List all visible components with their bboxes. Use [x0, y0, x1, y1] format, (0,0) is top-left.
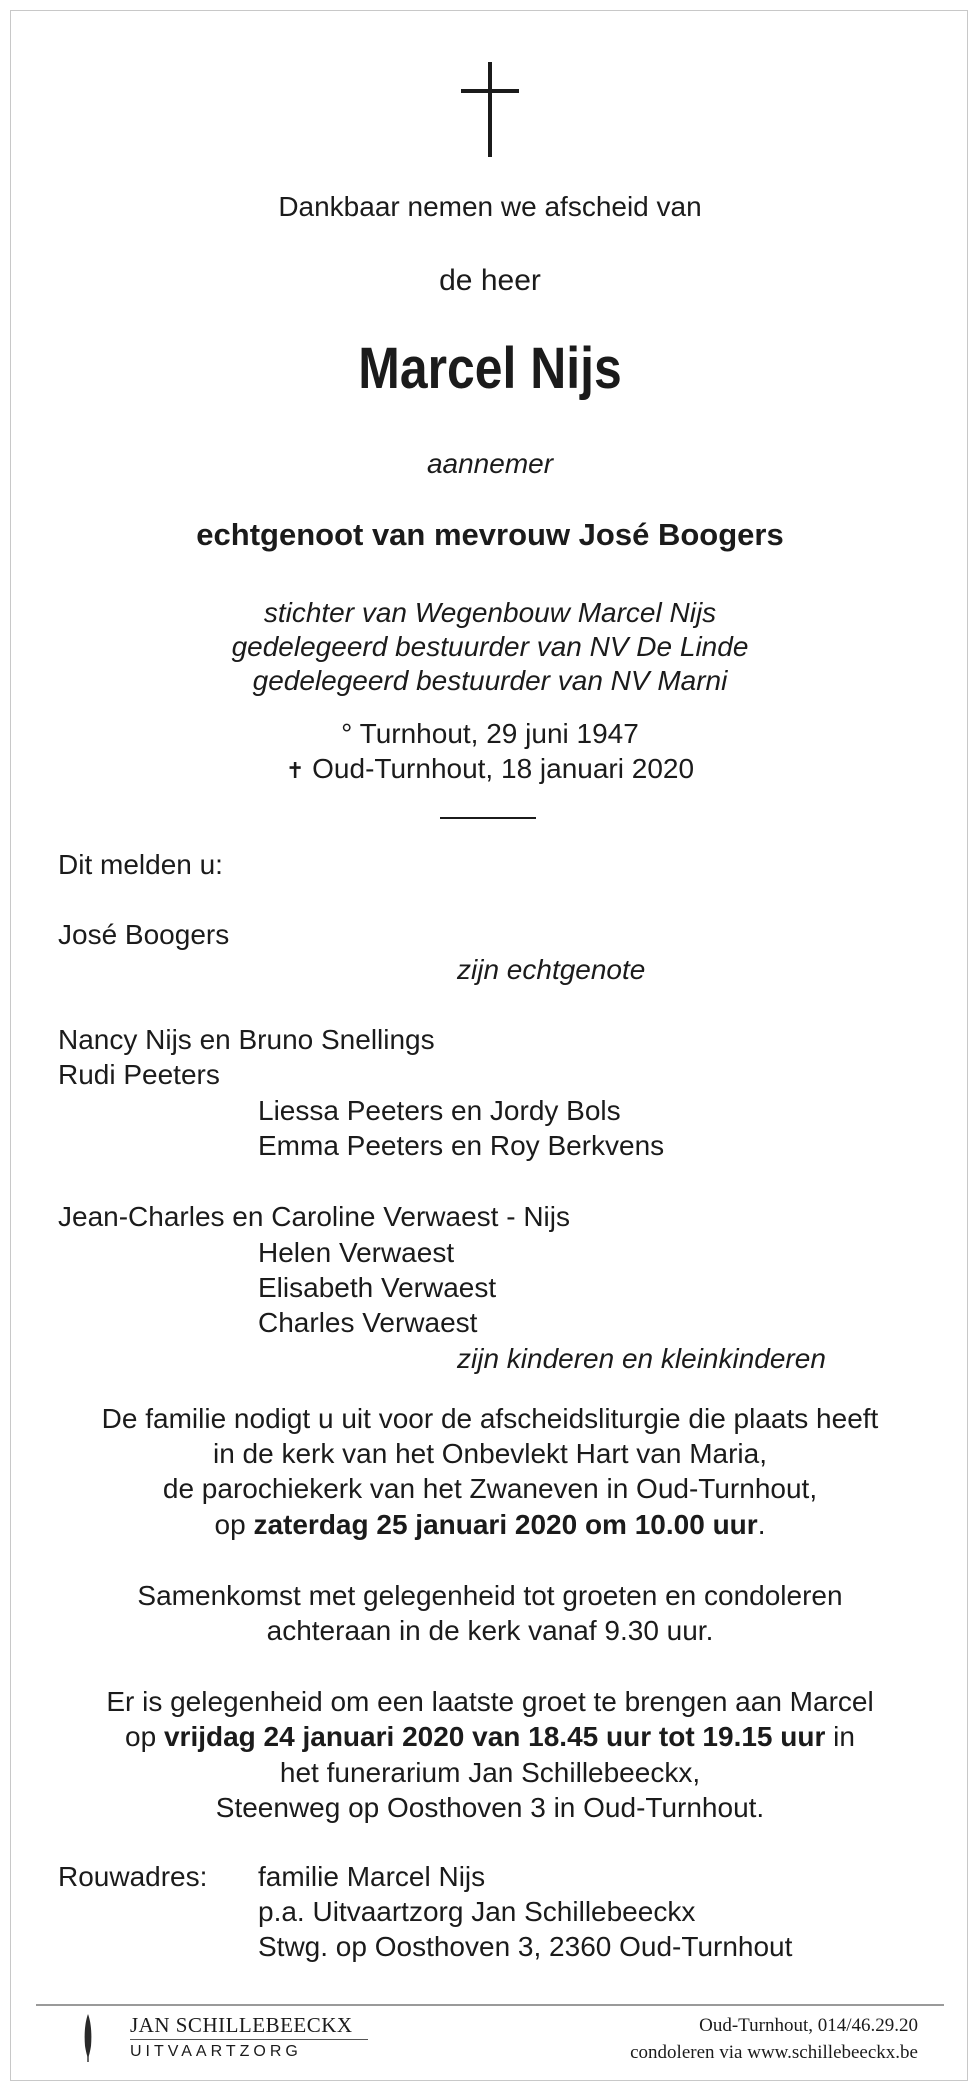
death-line	[0, 752, 980, 788]
family-line: Nancy Nijs en Bruno Snellings	[58, 1024, 435, 1055]
ceremony-date: zaterdag 25 januari 2020 om 10.00 uur	[253, 1509, 758, 1540]
death-text: Oud-Turnhout, 18 januari 2020	[312, 753, 695, 784]
ceremony-line: in de kerk van het Onbevlekt Hart van Maria,	[212, 1438, 768, 1469]
family-line: Jean-Charles en Caroline Verwaest - Nijs	[58, 1201, 570, 1232]
divider	[440, 817, 536, 819]
deceased-name: Marcel Nijs	[358, 336, 622, 401]
cypress-tree-icon	[80, 2012, 96, 2062]
visit-line: Steenweg op Oosthoven 3 in Oud-Turnhout.	[215, 1792, 765, 1823]
address-line: familie Marcel Nijs	[258, 1861, 486, 1892]
role-line: gedelegeerd bestuurder van NV Marni	[252, 665, 728, 696]
footer-condolences[interactable]: condoleren via www.schillebeeckx.be	[630, 2042, 918, 2063]
visit-date-line	[0, 1720, 980, 1754]
gathering-line: Samenkomst met gelegenheid tot groeten en condoleren	[137, 1580, 843, 1611]
family-line: Charles Verwaest	[258, 1307, 478, 1338]
footer-divider	[36, 2004, 944, 2006]
ceremony-prefix: op	[214, 1509, 254, 1540]
family-line: Rudi Peeters	[58, 1059, 220, 1090]
visit-prefix: op	[125, 1721, 164, 1752]
spouse-name: José Boogers	[58, 919, 230, 950]
role-line: stichter van Wegenbouw Marcel Nijs	[263, 597, 717, 628]
ceremony-suffix: .	[757, 1509, 766, 1540]
intro-text: Dankbaar nemen we afscheid van	[278, 191, 702, 222]
ceremony-date-line	[0, 1508, 980, 1542]
visit-date: vrijdag 24 januari 2020 van 18.45 uur tot 19.15 uur	[163, 1721, 826, 1752]
role-line: gedelegeerd bestuurder van NV De Linde	[231, 631, 749, 662]
ceremony-line: de parochiekerk van het Zwaneven in Oud-Turnhout,	[162, 1473, 818, 1504]
visit-line: Er is gelegenheid om een laatste groet te brengen aan Marcel	[106, 1686, 874, 1717]
ceremony-line: De familie nodigt u uit voor de afscheidsliturgie die plaats heeft	[101, 1403, 879, 1434]
visit-suffix: in	[825, 1721, 855, 1752]
address-label: Rouwadres:	[58, 1861, 208, 1892]
gathering-line: achteraan in de kerk vanaf 9.30 uur.	[266, 1615, 714, 1646]
address-line: Stwg. op Oosthoven 3, 2360 Oud-Turnhout	[258, 1931, 793, 1962]
family-line: Liessa Peeters en Jordy Bols	[258, 1095, 621, 1126]
profession-text: aannemer	[426, 448, 554, 479]
birth-line: ° Turnhout, 29 juni 1947	[341, 718, 639, 749]
death-cross-icon: ✝	[285, 758, 305, 783]
family-line: Elisabeth Verwaest	[258, 1272, 497, 1303]
address-line: p.a. Uitvaartzorg Jan Schillebeeckx	[258, 1896, 696, 1927]
title-text: de heer	[439, 264, 541, 297]
footer-contact: Oud-Turnhout, 014/46.29.20	[699, 2015, 918, 2036]
footer-brand-name: JAN SCHILLEBEECKX	[130, 2013, 353, 2037]
family-line: Helen Verwaest	[258, 1237, 455, 1268]
visit-line: het funerarium Jan Schillebeeckx,	[279, 1757, 701, 1788]
spouse-line: echtgenoot van mevrouw José Boogers	[196, 517, 784, 552]
family-intro: Dit melden u:	[58, 849, 223, 880]
family-line: Emma Peeters en Roy Berkvens	[258, 1130, 665, 1161]
footer-brand-sub: UITVAARTZORG	[130, 2043, 302, 2060]
spouse-role: zijn echtgenote	[457, 954, 646, 985]
children-role: zijn kinderen en kleinkinderen	[457, 1343, 826, 1374]
footer-brand-underline	[130, 2039, 368, 2040]
